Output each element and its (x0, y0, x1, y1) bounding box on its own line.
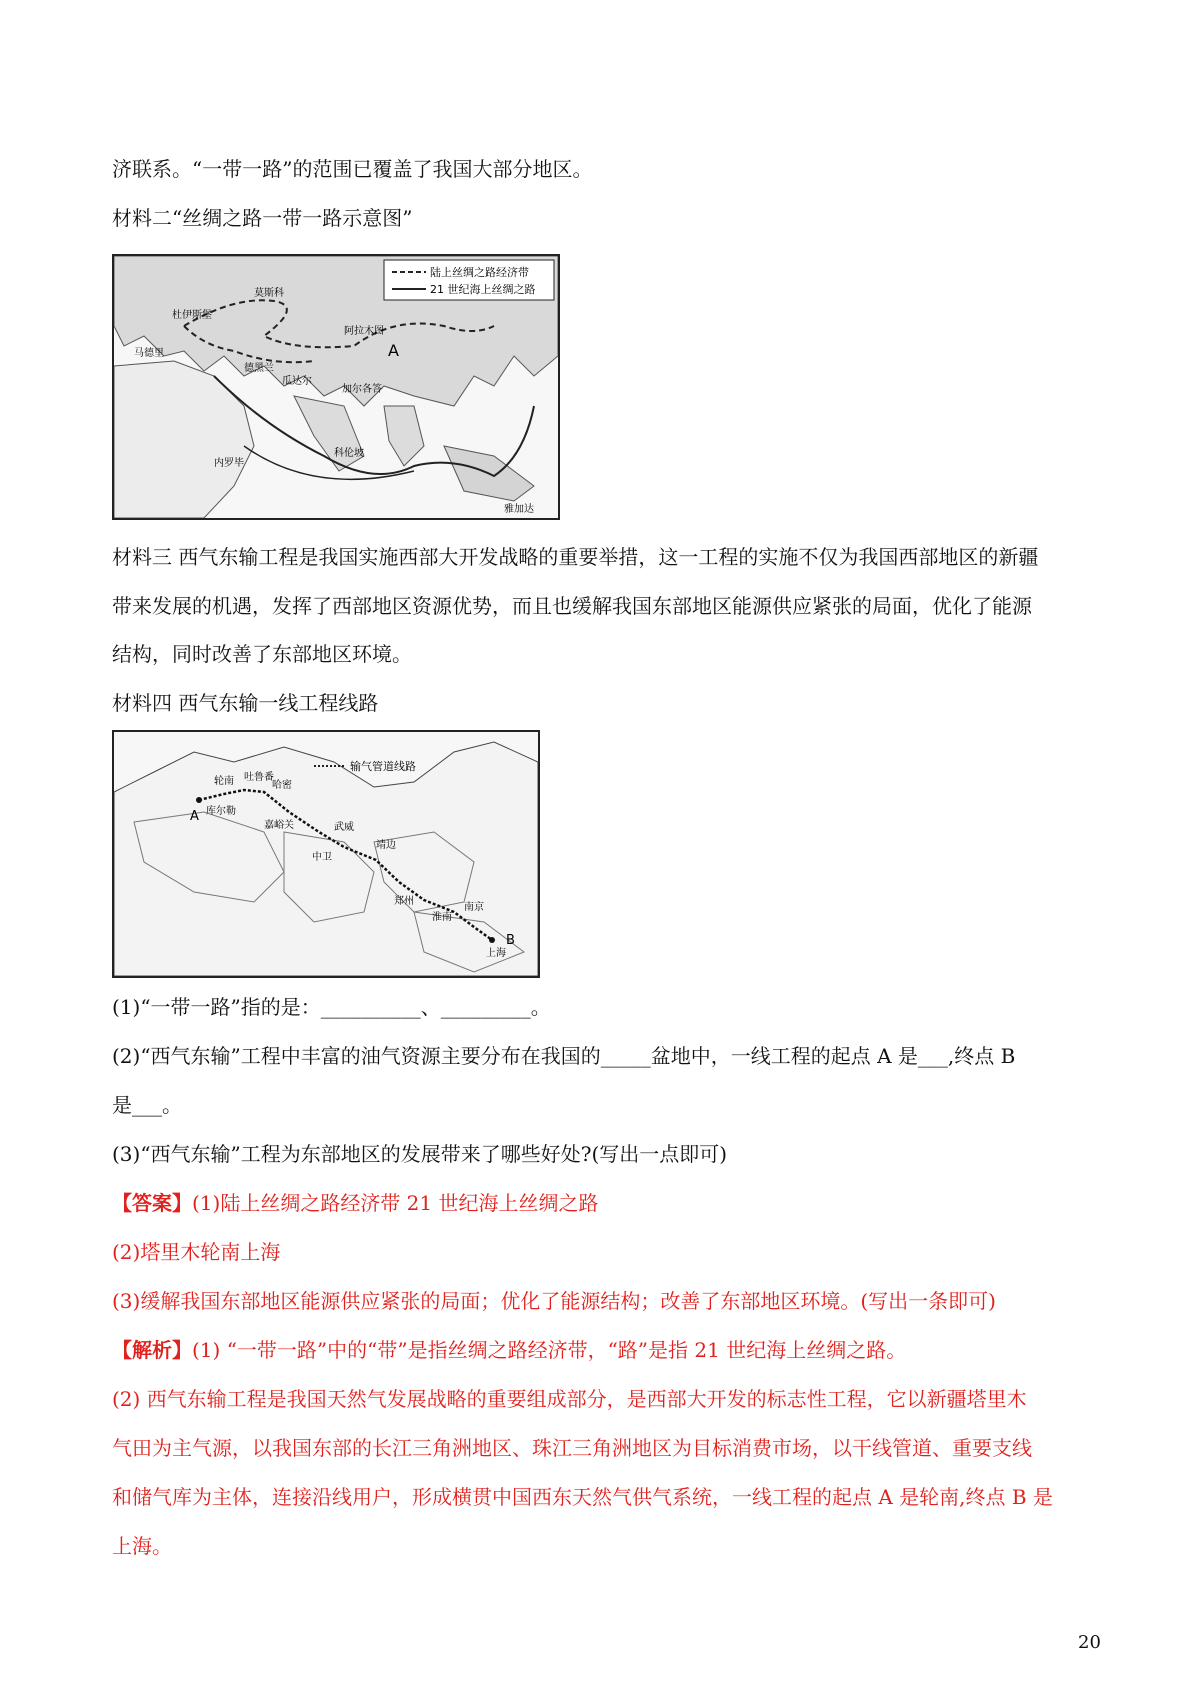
question-2-cont: 是___。 (112, 1093, 182, 1117)
material-two-heading: 材料二“丝绸之路一带一路示意图” (112, 206, 413, 230)
map2-point-b: B (506, 933, 515, 948)
answer-2: (2)塔里木轮南上海 (112, 1240, 281, 1264)
page-number: 20 (1078, 1632, 1101, 1653)
map2-city: 库尔勒 (206, 806, 236, 817)
answer-1: (1)陆上丝绸之路经济带 21 世纪海上丝绸之路 (192, 1191, 599, 1215)
map2-city: 淮南 (432, 912, 452, 923)
map2-city: 上海 (486, 948, 506, 959)
answer-tag: 【答案】 (112, 1191, 192, 1215)
map1-point-a: A (388, 341, 399, 360)
question-1: (1)“一带一路”指的是：__________、_________。 (112, 995, 551, 1019)
map1-legend-land: 陆上丝绸之路经济带 (430, 266, 529, 279)
analysis-1: (1) “一带一路”中的“带”是指丝绸之路经济带，“路”是指 21 世纪海上丝绸之路。 (192, 1338, 907, 1362)
text-line: 材料三 西气东输工程是我国实施西部大开发战略的重要举措，这一工程的实施不仅为我国西部地区的新疆 (112, 545, 1039, 569)
answer-3: (3)缓解我国东部地区能源供应紧张的局面；优化了能源结构；改善了东部地区环境。(写出一条即可) (112, 1289, 996, 1313)
material-four-heading: 材料四 西气东输一线工程线路 (112, 691, 379, 715)
text-line: 结构，同时改善了东部地区环境。 (112, 642, 412, 666)
map2-point-a: A (190, 809, 199, 824)
pipeline-map (112, 730, 540, 978)
belt-road-map (112, 254, 560, 520)
map1-legend-sea: 21 世纪海上丝绸之路 (430, 283, 536, 296)
text-line: 济联系。“一带一路”的范围已覆盖了我国大部分地区。 (112, 157, 593, 181)
map2-city: 中卫 (312, 852, 332, 863)
analysis-2a: (2) 西气东输工程是我国天然气发展战略的重要组成部分，是西部大开发的标志性工程，它以新疆塔里木 (112, 1387, 1027, 1411)
map2-city: 郑州 (394, 896, 414, 907)
map1-city: 阿拉木图 (344, 326, 384, 337)
analysis-2d: 上海。 (112, 1534, 172, 1558)
analysis-tag: 【解析】 (112, 1338, 192, 1362)
map2-city: 南京 (464, 902, 484, 913)
map2-city: 吐鲁番 (244, 772, 274, 783)
map1-city: 科伦坡 (334, 448, 364, 459)
map2-city: 武威 (334, 822, 354, 833)
analysis-2c: 和储气库为主体，连接沿线用户，形成横贯中国西东天然气供气系统，一线工程的起点 A 是轮南,终点 B 是 (112, 1485, 1053, 1509)
answer-line-1 (112, 1191, 599, 1215)
text-line: 带来发展的机遇，发挥了西部地区资源优势，而且也缓解我国东部地区能源供应紧张的局面，优化了能源 (112, 594, 1032, 618)
analysis-2b: 气田为主气源，以我国东部的长江三角洲地区、珠江三角洲地区为目标消费市场，以干线管道、重要支线 (112, 1436, 1032, 1460)
map1-city: 雅加达 (504, 504, 534, 515)
map2-city: 哈密 (272, 780, 292, 791)
map1-city: 内罗毕 (214, 458, 244, 469)
map1-city: 莫斯科 (254, 288, 284, 299)
map2-city: 轮南 (214, 776, 234, 787)
analysis-line-1 (112, 1338, 906, 1362)
question-2: (2)“西气东输”工程中丰富的油气资源主要分布在我国的_____盆地中，一线工程的起点 A 是___,终点 B (112, 1044, 1016, 1068)
map1-city: 加尔各答 (342, 384, 382, 395)
map2-city: 嘉峪关 (264, 820, 294, 831)
map1-city: 杜伊斯堡 (172, 310, 212, 321)
map2-legend: 输气管道线路 (350, 760, 416, 773)
map1-city: 马德里 (134, 348, 164, 359)
question-3: (3)“西气东输”工程为东部地区的发展带来了哪些好处?(写出一点即可) (112, 1142, 728, 1166)
map2-city: 靖边 (376, 840, 396, 851)
map1-city: 德黑兰 (244, 363, 274, 374)
map1-city: 瓜达尔 (282, 376, 312, 387)
